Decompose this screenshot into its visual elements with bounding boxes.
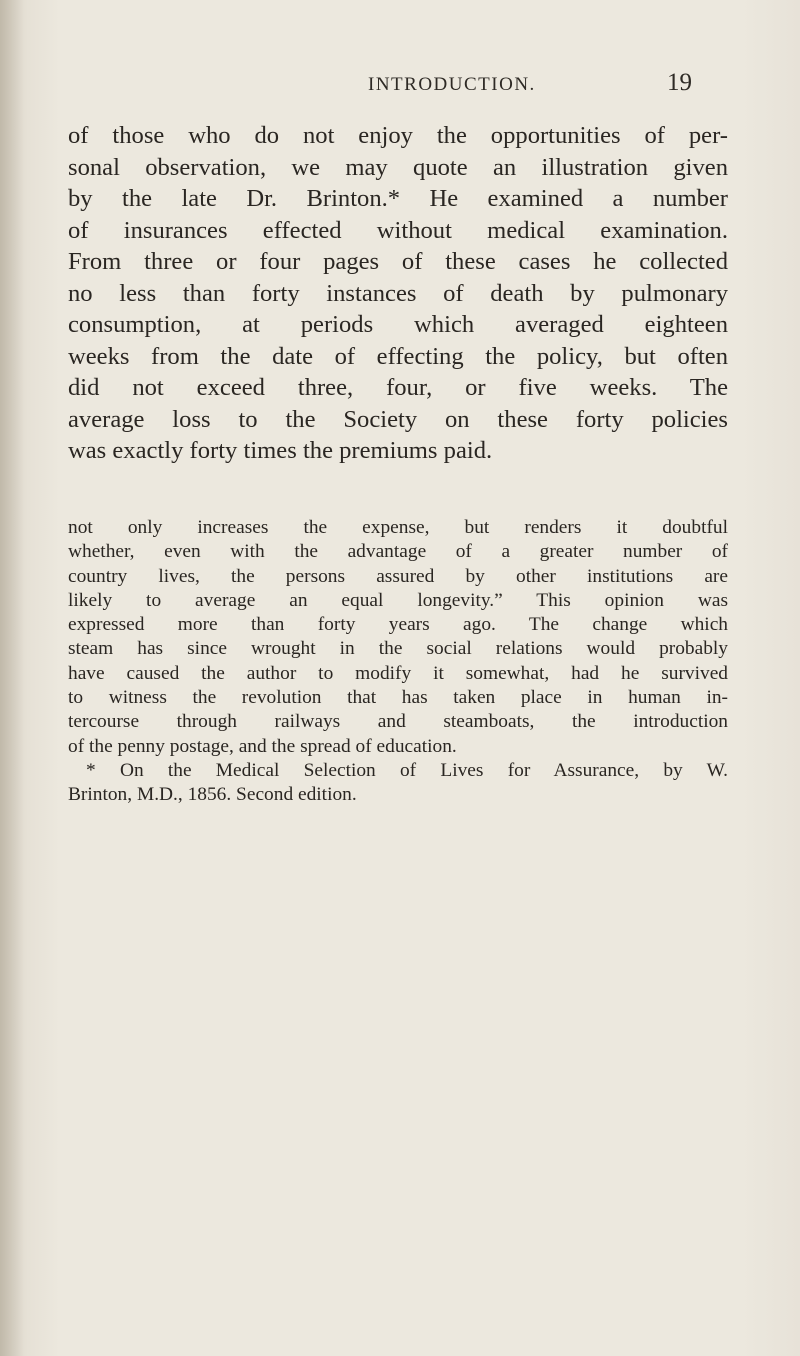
running-title: INTRODUCTION. [368, 74, 536, 95]
footnote-line: not only increases the expense, but renders it doubtful [68, 517, 728, 538]
page-number: 19 [667, 69, 692, 96]
text-line: was exactly forty times the premiums paid. [68, 437, 493, 464]
text-line: by the late Dr. Brinton.* He examined a number [68, 185, 728, 212]
footnotes [68, 516, 728, 808]
footnote-line: country lives, the persons assured by other institutions are [68, 565, 728, 587]
text-line: of insurances effected without medical examination. [68, 216, 728, 244]
text-line: no less than forty instances of death by pulmonary [68, 279, 728, 307]
footnote-line: likely to average an equal longevity.” This opinion was [68, 589, 728, 611]
footnote-line: expressed more than forty years ago. The change which [68, 614, 728, 636]
text-line: consumption, at periods which averaged eighteen [68, 311, 728, 338]
footnote-line: Brinton, M.D., 1856. Second edition. [68, 784, 357, 806]
footnote-line: whether, even with the advantage of a greater number of [68, 541, 728, 563]
footnote-line: steam has since wrought in the social relations would probably [68, 638, 728, 660]
footnote-line: tercourse through railways and steamboats, the introduction [68, 711, 728, 733]
page-gutter-shadow [0, 0, 24, 1356]
footnote-line: to witness the revolution that has taken place in human in- [68, 687, 728, 709]
star-footnote [68, 759, 728, 808]
footnote-line: * On the Medical Selection of Lives for Assurance, by W. [86, 759, 728, 781]
footnote-line: have caused the author to modify it somewhat, had he survived [68, 662, 728, 684]
text-line: sonal observation, we may quote an illustration given [68, 153, 728, 181]
continued-footnote [68, 516, 728, 759]
footnote-line: of the penny postage, and the spread of education. [68, 735, 457, 757]
text-line: average loss to the Society on these forty policies [68, 405, 728, 433]
main-paragraph [68, 120, 728, 467]
running-header [0, 69, 800, 104]
text-line: weeks from the date of effecting the policy, but often [68, 342, 728, 370]
text-line: From three or four pages of these cases he collected [68, 248, 728, 275]
text-line: did not exceed three, four, or five weeks. The [68, 374, 728, 401]
text-line: of those who do not enjoy the opportunities of per- [68, 122, 728, 149]
